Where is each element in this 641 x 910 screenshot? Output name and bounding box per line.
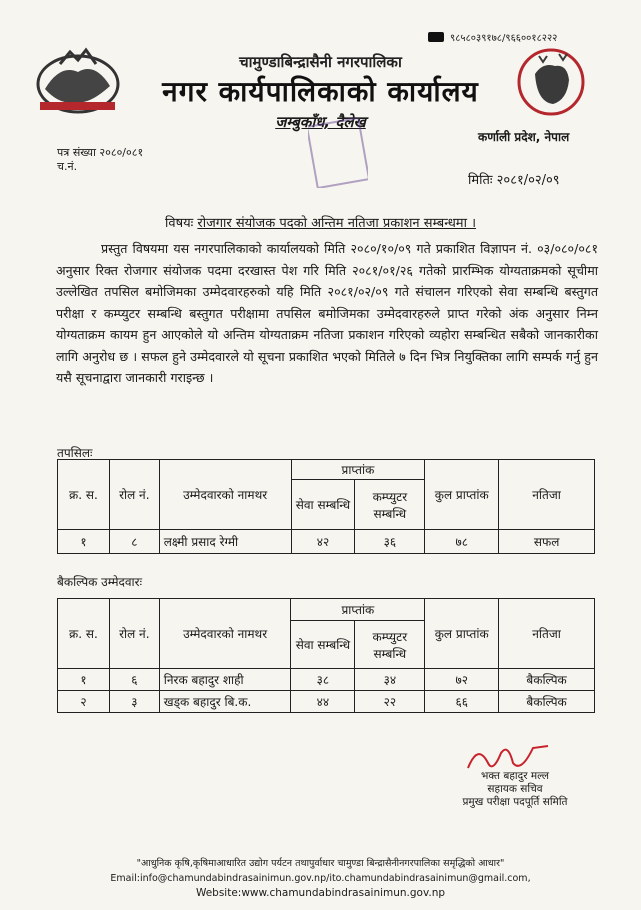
dispatch-number: च.नं. — [57, 160, 78, 173]
cell-sn: १ — [58, 530, 110, 554]
cell-name: निरक बहादुर शाही — [159, 669, 291, 691]
footer — [0, 856, 641, 901]
cell-service: ४२ — [291, 530, 355, 554]
cell-roll: ८ — [109, 530, 159, 554]
office-title: नगर कार्यपालिकाको कार्यालय — [162, 75, 479, 108]
results-table — [57, 459, 595, 554]
signatory-committee: प्रमुख परीक्षा पदपूर्ति समिति — [462, 796, 568, 808]
phone-icon — [428, 32, 444, 42]
col-marks: प्राप्तांक — [291, 599, 425, 621]
signatory-block — [430, 770, 600, 809]
table-row — [58, 691, 595, 713]
col-result: नतिजा — [499, 599, 595, 669]
col-service: सेवा सम्बन्धि — [291, 480, 355, 530]
office-place: जम्बुकाँध, दैलेख — [275, 113, 366, 131]
subject-line — [0, 213, 641, 231]
cell-total: ६६ — [425, 691, 499, 713]
office-stamp-icon — [308, 118, 368, 188]
cell-result: सफल — [499, 530, 595, 554]
table1-label: तपसिलः — [57, 446, 93, 460]
col-marks: प्राप्तांक — [291, 460, 425, 480]
cell-sn: २ — [58, 691, 110, 713]
body-paragraph: प्रस्तुत विषयमा यस नगरपालिकाको कार्यालयको मिति २०८०/१०/०९ गते प्रकाशित विज्ञापन नं. ०३/०८०/०८१ अनुसार रिक्त रोजगार संयोजक पदमा दरखास्त पेश गरि मिति २०८१/०१/२६ गतेको प्रारम्भिक योग्यताक्रमको सूचीमा उल्लेखित तपसिल बमोजिमका उम्मेदवारहरुको यहि मिति २०८१/०२/०९ गते संचालन गरिएको सेवा सम्बन्धि बस्तुगत परीक्षा र कम्प्युटर सम्बन्धि बस्तुगत परीक्षामा तपसिल बमोजिमका उम्मेदवारहरुले प्राप्त गरेको अंक अनुसार निम्न योग्यताक्रम कायम हुन आएकोले यो अन्तिम योग्यताक्रम नतिजा प्रकाशन गरिएको व्यहोरा सम्बन्धित सबैको जानकारीका लागि अनुरोध छ । सफल हुने उम्मेदवारले यो सूचना प्रकाशित भएको मितिले ७ दिन भित्र नियुक्तिका लागि सम्पर्क गर्नु हुन यसै सूचनाद्वारा जानकारी गराइन्छ । — [56, 241, 598, 385]
cell-total: ७२ — [425, 669, 499, 691]
col-service: सेवा सम्बन्धि — [291, 621, 355, 669]
subject-prefix: विषयः — [164, 216, 194, 231]
table-row — [58, 669, 595, 691]
col-sn: क्र. स. — [58, 460, 110, 530]
cell-name: लक्ष्मी प्रसाद रेग्मी — [159, 530, 291, 554]
cell-name: खड्क बहादुर बि.क. — [159, 691, 291, 713]
cell-service: ४४ — [291, 691, 355, 713]
signatory-name: भक्त बहादुर मल्ल — [481, 770, 549, 782]
phone-number: ९८५८०३९१७८/९६६००१८२२२ — [428, 30, 557, 44]
col-roll: रोल नं. — [109, 460, 159, 530]
cell-service: ३८ — [291, 669, 355, 691]
cell-result: बैकल्पिक — [499, 691, 595, 713]
cell-computer: २२ — [355, 691, 425, 713]
col-name: उम्मेदवारको नामथर — [159, 460, 291, 530]
subject-text: रोजगार संयोजक पदको अन्तिम नतिजा प्रकाशन सम्बन्धमा । — [197, 216, 477, 231]
col-sn: क्र. स. — [58, 599, 110, 669]
province-label: कर्णाली प्रदेश, नेपाल — [478, 130, 570, 144]
footer-website: Website:www.chamundabindrasainimun.gov.np — [195, 887, 446, 899]
col-computer: कम्प्युटर सम्बन्धि — [355, 480, 425, 530]
col-total: कुल प्राप्तांक — [425, 460, 499, 530]
cell-computer: ३६ — [355, 530, 425, 554]
col-result: नतिजा — [499, 460, 595, 530]
signatory-title: सहायक सचिव — [487, 783, 543, 795]
cell-sn: १ — [58, 669, 110, 691]
col-computer: कम्प्युटर सम्बन्धि — [355, 621, 425, 669]
col-total: कुल प्राप्तांक — [425, 599, 499, 669]
ref-number: पत्र संख्या २०८०/०८१ — [57, 146, 144, 159]
cell-computer: ३४ — [355, 669, 425, 691]
alternate-table — [57, 598, 595, 713]
col-name: उम्मेदवारको नामथर — [159, 599, 291, 669]
table2-label: बैकल्पिक उम्मेदवारः — [57, 575, 142, 589]
col-roll: रोल नं. — [109, 599, 159, 669]
footer-email: Email:info@chamundabindrasainimun.gov.np/ito.chamundabindrasainimun@gmail.com, — [110, 873, 531, 884]
letter-date: मितिः २०८१/०२/०९ — [468, 173, 560, 188]
table-row — [58, 530, 595, 554]
cell-roll: ३ — [109, 691, 159, 713]
footer-slogan: "आधुनिक कृषि,कृषिमाआधारित उद्योग पर्यटन तथापुर्वाधार चामुण्डा बिन्द्रासैनीनगरपालिका समृद्धिको आधार" — [136, 858, 505, 869]
reference-block — [57, 146, 143, 174]
municipality-name: चामुण्डाबिन्द्रासैनी नगरपालिका — [239, 53, 402, 71]
cell-roll: ६ — [109, 669, 159, 691]
cell-total: ७८ — [425, 530, 499, 554]
cell-result: बैकल्पिक — [499, 669, 595, 691]
municipality-logo-icon — [515, 44, 587, 124]
